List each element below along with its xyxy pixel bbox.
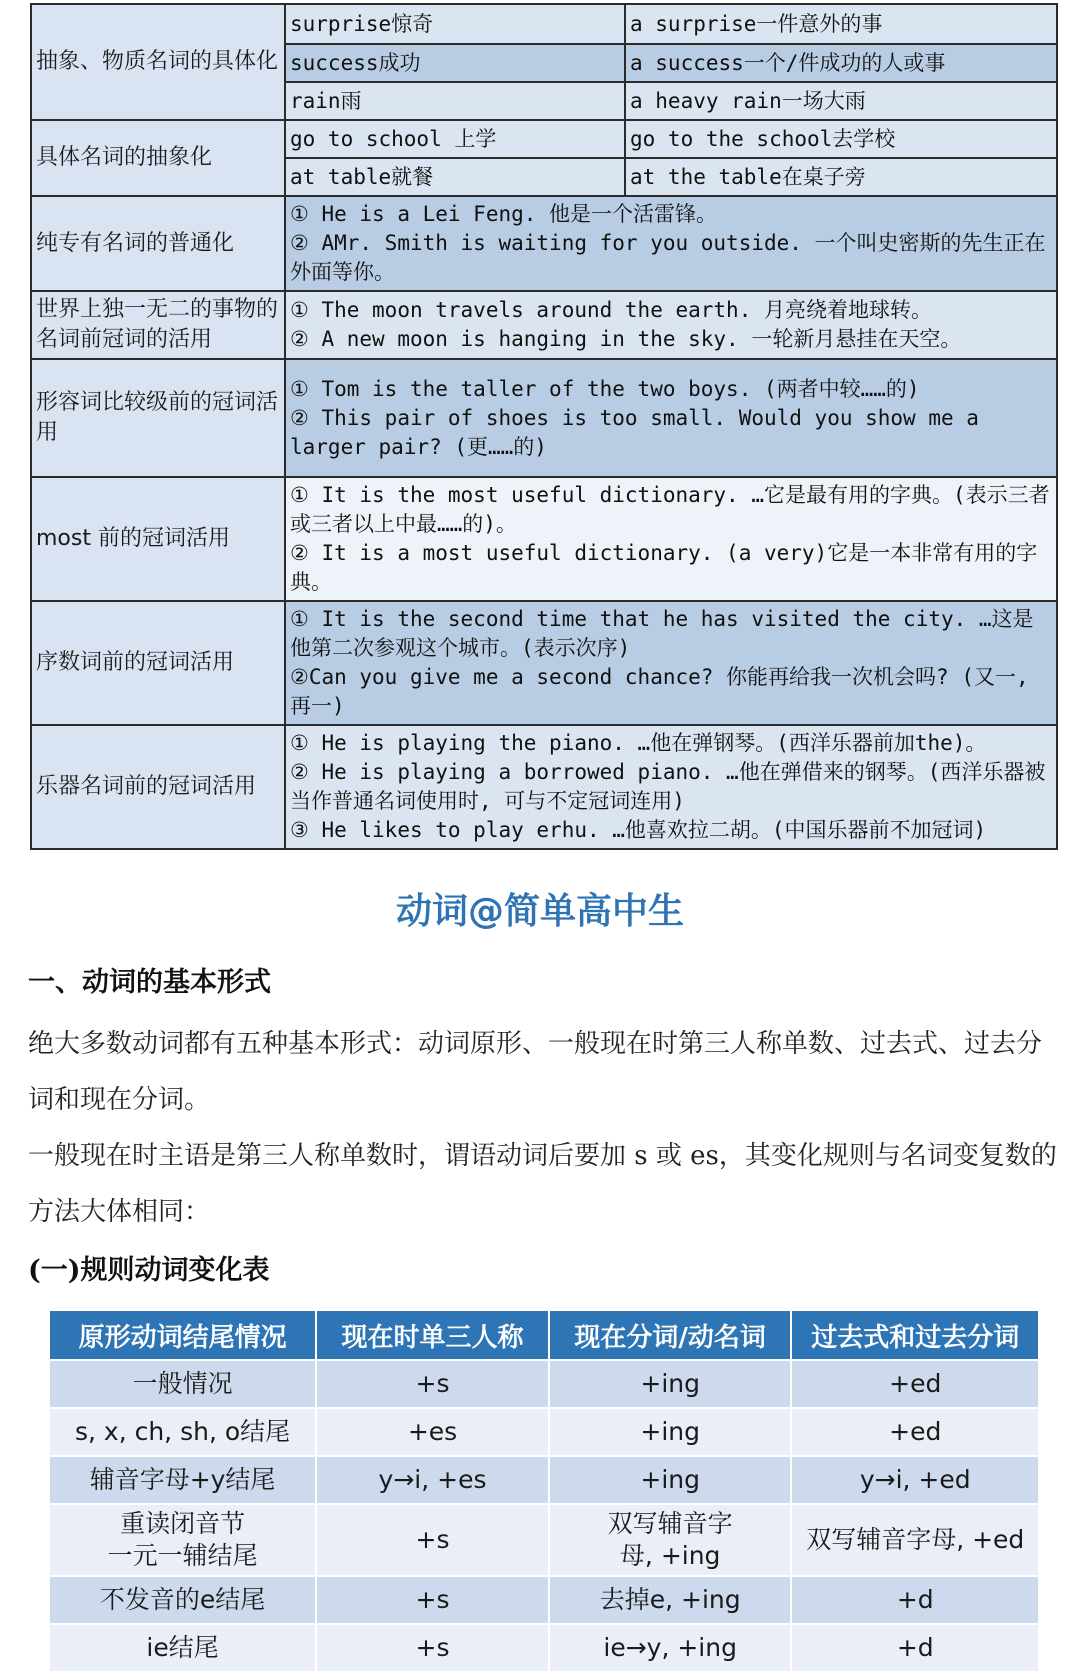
example-line: ① It is the second time that he has visited the city. …这是他第二次参观这个城市。(表示次序): [290, 607, 1034, 660]
past-cell: y→i, +ed: [791, 1456, 1039, 1504]
example-line: ① He is playing the piano. …他在弹钢琴。(西洋乐器前加the)。: [290, 731, 987, 755]
cell-text: 辅音字母+y结尾: [89, 1465, 276, 1494]
ing-cell: [549, 1504, 792, 1576]
column-header: 原形动词结尾情况: [49, 1310, 316, 1360]
column-header: 过去式和过去分词: [791, 1310, 1039, 1360]
ing-cell: [549, 1576, 792, 1624]
cell-text: +ing: [640, 1369, 700, 1398]
past-cell: +ed: [791, 1360, 1039, 1408]
cell-text: +ing: [640, 1417, 700, 1446]
ing-cell: [549, 1360, 792, 1408]
table-row: [49, 1504, 1039, 1576]
past-cell: +d: [791, 1624, 1039, 1672]
third-person-cell: +es: [316, 1408, 549, 1456]
ending-cell: [49, 1360, 316, 1408]
example-line: ② He is playing a borrowed piano. …他在弹借来的钢琴。(西洋乐器被当作普通名词使用时, 可与不定冠词连用): [290, 760, 1046, 813]
category-cell: 乐器名词前的冠词活用: [31, 725, 285, 849]
ending-cell: [49, 1576, 316, 1624]
cell-text: ie结尾: [146, 1633, 219, 1662]
example-cell: a success一个/件成功的人或事: [625, 44, 1057, 82]
ing-cell: [549, 1408, 792, 1456]
past-cell: +ed: [791, 1408, 1039, 1456]
third-person-cell: +s: [316, 1360, 549, 1408]
cell-text: 重读闭音节: [120, 1509, 246, 1538]
cell-text: 母, +ing: [619, 1541, 721, 1570]
regular-verb-table: [48, 1309, 1040, 1673]
cell-text: ie→y, +ing: [603, 1633, 737, 1662]
example-cell: success成功: [285, 44, 625, 82]
example-cell: at table就餐: [285, 158, 625, 196]
ending-cell: [49, 1456, 316, 1504]
example-line: ② This pair of shoes is too small. Would you show me a larger pair? (更……的): [290, 405, 979, 459]
example-cell: [285, 601, 1057, 725]
table-row: [49, 1408, 1039, 1456]
example-line: ②Can you give me a second chance? 你能再给我一次机会吗? (又一, 再一): [290, 665, 1029, 718]
cell-text: 一元一辅结尾: [107, 1541, 258, 1570]
category-cell: 具体名词的抽象化: [31, 120, 285, 196]
category-cell: 形容词比较级前的冠词活用: [31, 359, 285, 477]
example-line: ① It is the most useful dictionary. …它是最有用的字典。(表示三者或三者以上中最……的)。: [290, 483, 1050, 536]
example-cell: a heavy rain一场大雨: [625, 82, 1057, 120]
cell-text: +ing: [640, 1465, 700, 1494]
cell-text: 双写辅音字: [607, 1509, 733, 1538]
example-cell: [285, 291, 1057, 359]
cell-text: 一般情况: [132, 1369, 233, 1398]
example-cell: go to school 上学: [285, 120, 625, 158]
example-cell: [285, 196, 1057, 291]
table-row: [49, 1624, 1039, 1672]
example-cell: rain雨: [285, 82, 625, 120]
column-header: 现在时单三人称: [316, 1310, 549, 1360]
third-person-cell: +s: [316, 1624, 549, 1672]
category-cell: 抽象、物质名词的具体化: [31, 4, 285, 120]
ending-cell: [49, 1408, 316, 1456]
example-line: ② It is a most useful dictionary. (a very)它是一本非常有用的字典。: [290, 541, 1038, 594]
paragraph-third-person: 一般现在时主语是第三人称单数时，谓语动词后要加 s 或 es，其变化规则与名词变复数的方法大体相同：: [28, 1141, 1057, 1227]
category-cell: 纯专有名词的普通化: [31, 196, 285, 291]
example-line: ② A new moon is hanging in the sky. 一轮新月悬挂在天空。: [290, 327, 962, 351]
category-cell: most 前的冠词活用: [31, 477, 285, 601]
paragraph-five-forms: 绝大多数动词都有五种基本形式：动词原形、一般现在时第三人称单数、过去式、过去分词和现在分词。: [28, 1029, 1043, 1115]
example-cell: [285, 359, 1057, 477]
example-cell: at the table在桌子旁: [625, 158, 1057, 196]
example-cell: go to the school去学校: [625, 120, 1057, 158]
example-line: ③ He likes to play erhu. …他喜欢拉二胡。(中国乐器前不加冠词): [290, 818, 987, 842]
cell-text: 去掉e, +ing: [599, 1585, 741, 1614]
article-usage-table: [30, 3, 1058, 850]
third-person-cell: +s: [316, 1504, 549, 1576]
example-line: ① He is a Lei Feng. 他是一个活雷锋。: [290, 202, 718, 226]
third-person-cell: +s: [316, 1576, 549, 1624]
example-cell: surprise惊奇: [285, 4, 625, 44]
table-row: [49, 1576, 1039, 1624]
past-cell: +d: [791, 1576, 1039, 1624]
example-line: ① The moon travels around the earth. 月亮绕着地球转。: [290, 298, 932, 322]
third-person-cell: y→i, +es: [316, 1456, 549, 1504]
table-row: [49, 1360, 1039, 1408]
example-cell: [285, 725, 1057, 849]
table-row: [49, 1456, 1039, 1504]
ing-cell: [549, 1624, 792, 1672]
example-line: ② AMr. Smith is waiting for you outside. 一个叫史密斯的先生正在外面等你。: [290, 231, 1046, 284]
example-cell: a surprise一件意外的事: [625, 4, 1057, 44]
category-cell: 世界上独一无二的事物的名词前冠词的活用: [31, 291, 285, 359]
ending-cell: [49, 1624, 316, 1672]
example-cell: [285, 477, 1057, 601]
section-title: 动词@简单高中生: [395, 891, 684, 932]
ending-cell: [49, 1504, 316, 1576]
heading-regular-verbs: (一)规则动词变化表: [28, 1255, 270, 1286]
column-header: 现在分词/动名词: [549, 1310, 792, 1360]
example-line: ① Tom is the taller of the two boys. (两者中较……的): [290, 376, 920, 401]
heading-basic-forms: 一、动词的基本形式: [28, 967, 271, 998]
cell-text: s, x, ch, sh, o结尾: [74, 1417, 291, 1446]
ing-cell: [549, 1456, 792, 1504]
past-cell: 双写辅音字母, +ed: [791, 1504, 1039, 1576]
category-cell: 序数词前的冠词活用: [31, 601, 285, 725]
cell-text: 不发音的e结尾: [99, 1585, 266, 1614]
